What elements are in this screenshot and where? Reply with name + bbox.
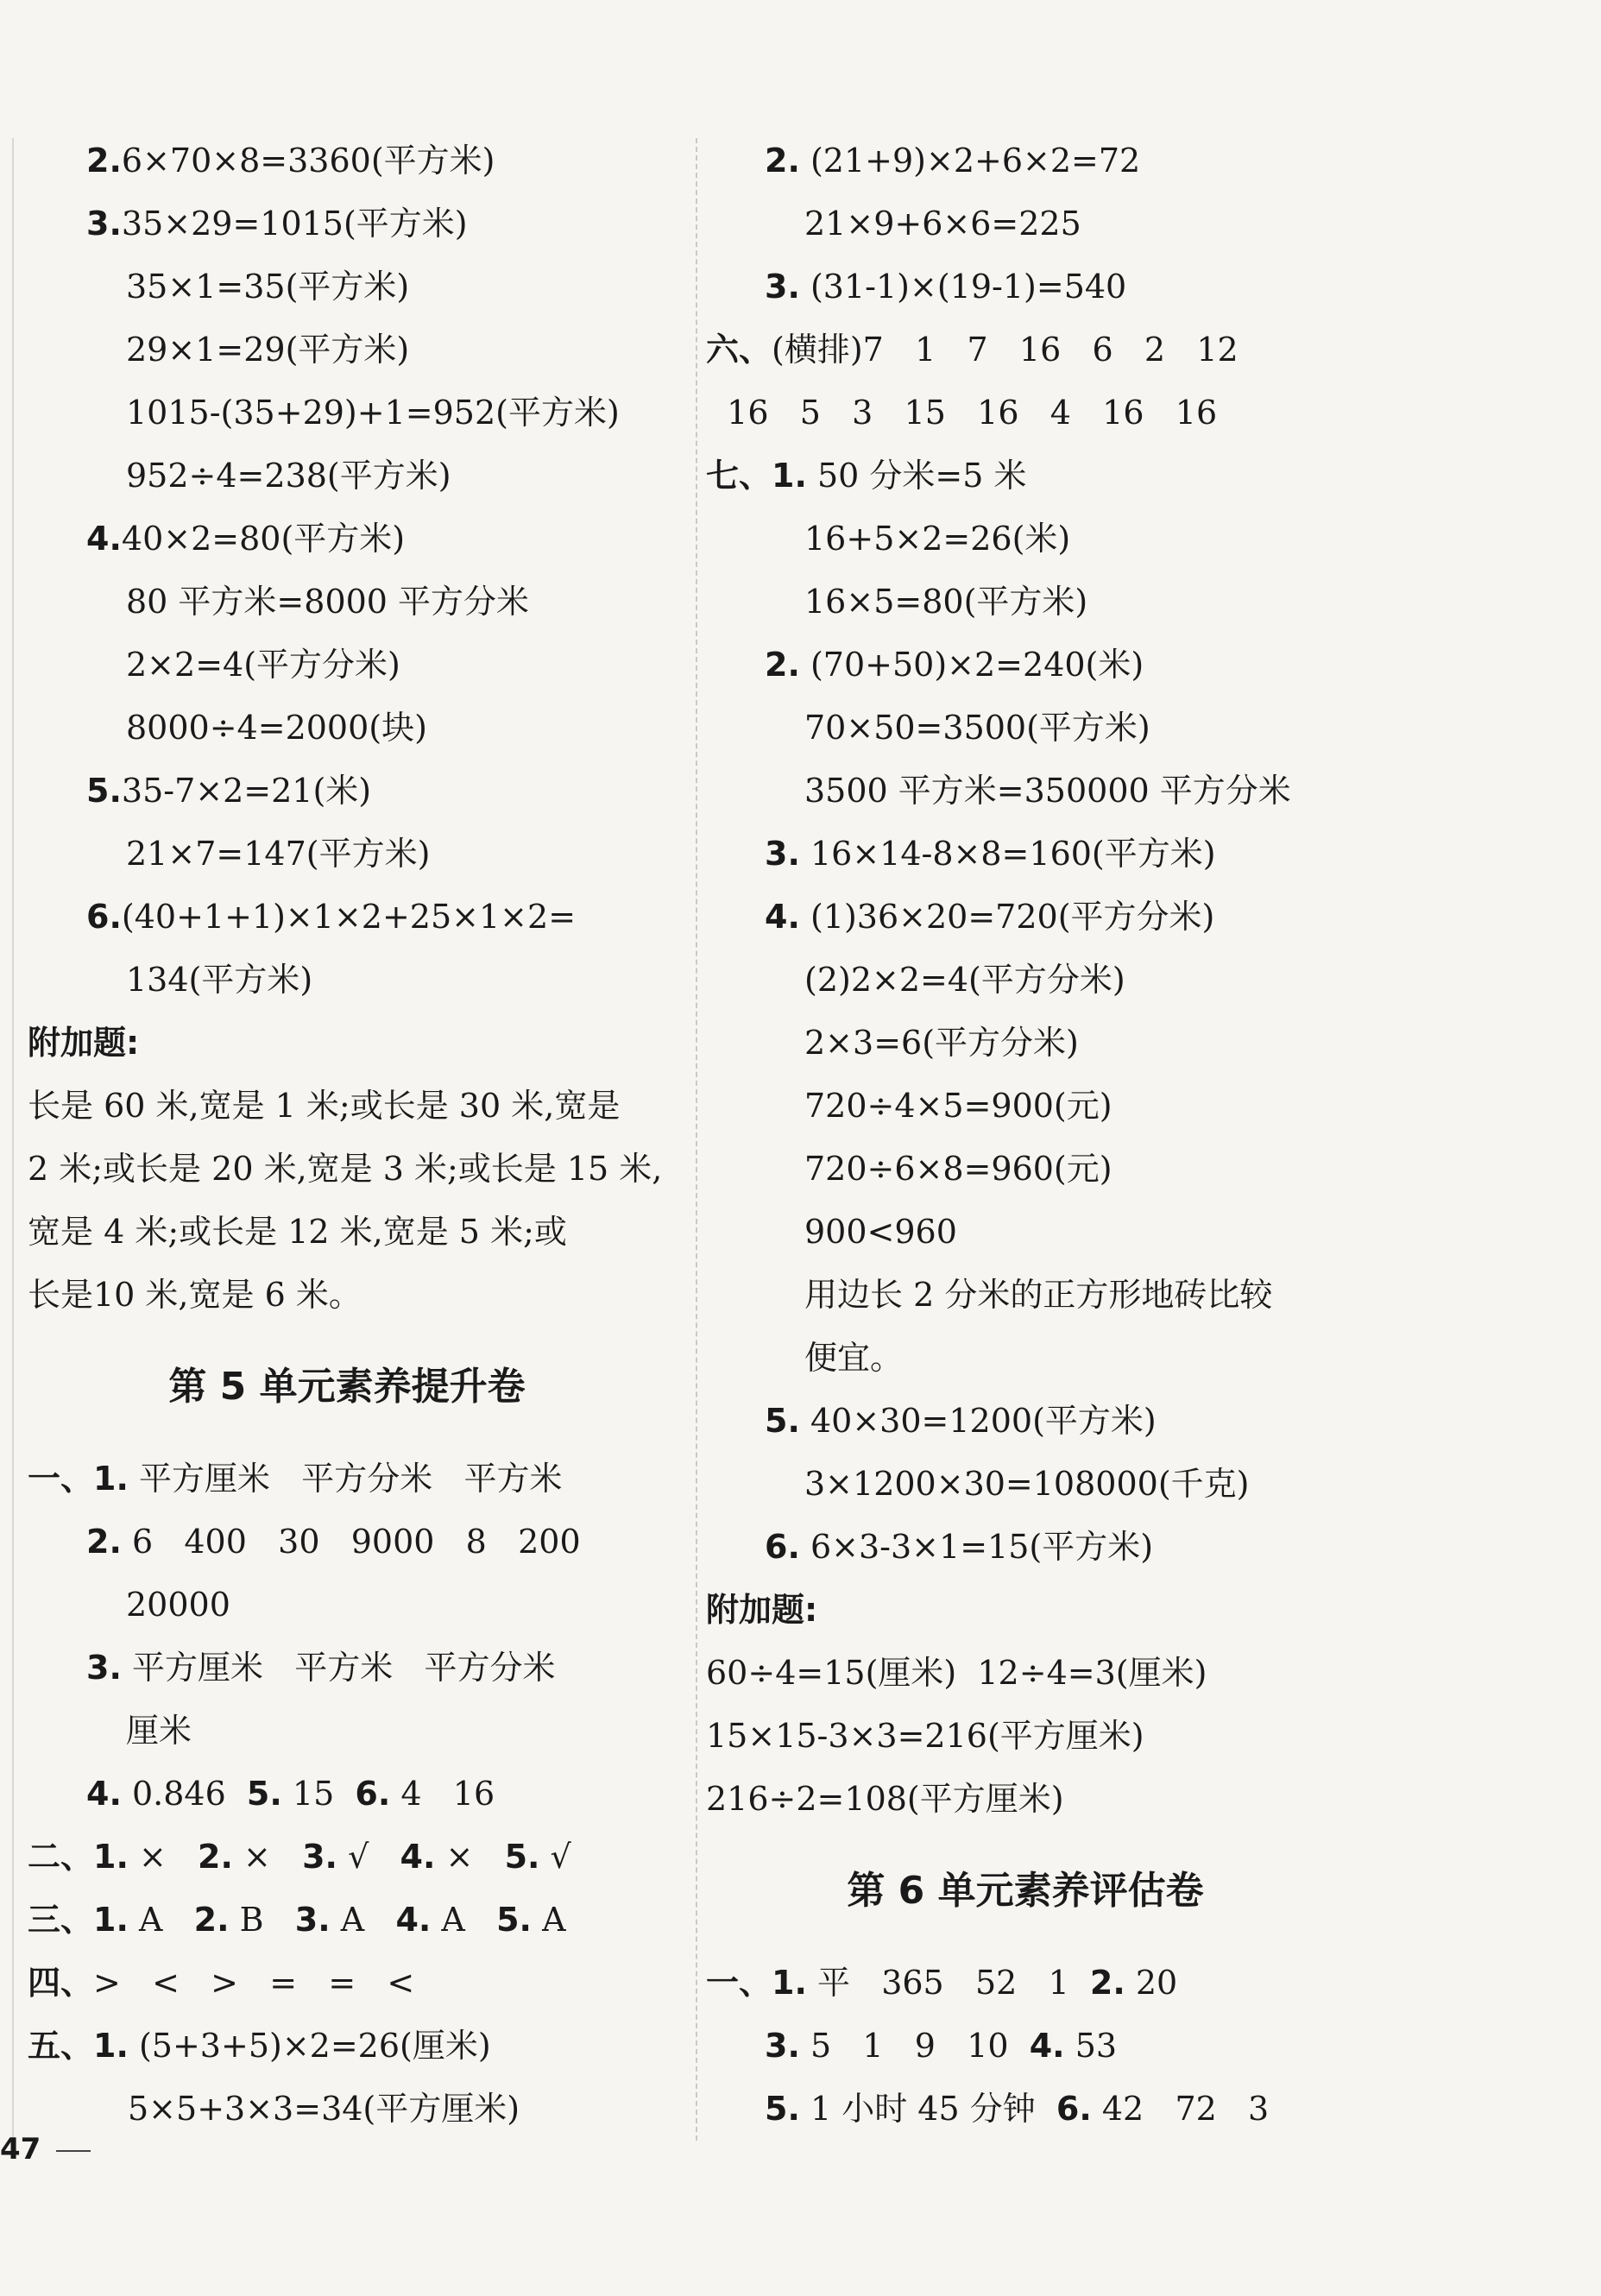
answer-text: 0.846 [121,1775,247,1813]
question-number: 4. [765,898,800,936]
answer-line [706,1138,1362,1201]
answer-text: 40×2=80(平方米) [121,520,406,558]
question-number: 3. [765,835,800,873]
answer-text: 80 平方米=8000 平方分米 [126,583,530,621]
answer-line [706,1642,1362,1705]
answer-line [706,255,1362,319]
answer-text: (2)2×2=4(平方分米) [804,961,1125,999]
answer-text: 15×15-3×3=216(平方厘米) [706,1717,1144,1755]
question-number: 5. [765,1402,800,1440]
answer-line [28,1637,684,1700]
answer-text: 134(平方米) [126,961,313,999]
answer-text: 16+5×2=26(米) [804,520,1071,558]
question-number: 一、1. [706,1964,807,2002]
answer-line [706,2078,1362,2141]
answer-text: 长是 60 米,宽是 1 米;或长是 30 米,宽是 [28,1087,621,1125]
answer-text: B [229,1901,295,1939]
question-number: 附加题: [28,1024,140,1062]
answer-line [28,1952,684,2015]
answer-text: (5+3+5)×2=26(厘米) [128,2027,491,2065]
answer-text: 2 米;或长是 20 米,宽是 3 米;或长是 15 米, [28,1150,663,1188]
answer-line [706,129,1362,192]
answer-line [28,1012,684,1075]
question-number: 4. [395,1901,432,1939]
answer-line [706,508,1362,571]
answer-text: 5 1 9 10 [799,2027,1030,2065]
answer-line [706,1453,1362,1516]
answer-line [706,1264,1362,1327]
answer-line [706,760,1362,823]
answer-text: 53 [1064,2027,1118,2065]
answer-text: 900<960 [804,1213,957,1251]
question-number: 四、 [28,1964,94,2002]
unit6-title: 第 6 单元素养评估卷 [847,1869,1204,1913]
answer-line [28,697,684,760]
answer-line [28,1889,684,1952]
answer-text: 16×5=80(平方米) [804,583,1088,621]
answer-line [706,571,1362,634]
answer-text: A [431,1901,497,1939]
question-number: 2. [765,646,800,684]
answer-text: (70+50)×2=240(米) [799,646,1144,684]
answer-line [28,823,684,886]
answer-line [706,1579,1362,1642]
answer-line [706,1012,1362,1075]
answer-line [28,886,684,949]
column-divider [696,138,697,2141]
answer-line [28,2015,684,2078]
answer-line [706,319,1362,382]
answer-line [28,1075,684,1138]
answer-text: × [435,1838,505,1876]
answer-line [706,634,1362,697]
answer-text: 720÷4×5=900(元) [804,1087,1113,1125]
answer-text: A [532,1901,566,1939]
answer-line [28,571,684,634]
answer-line [706,1516,1362,1579]
answer-line [28,445,684,508]
question-number: 3. [765,2027,800,2065]
answer-line [706,1952,1362,2015]
answer-line [28,508,684,571]
answer-line [28,255,684,319]
answer-text: 1015-(35+29)+1=952(平方米) [126,394,620,432]
answer-text: A [330,1901,396,1939]
question-number: 6. [1056,2090,1092,2128]
answer-text: 平方厘米 平方米 平方分米 [121,1649,556,1687]
answer-text: 29×1=29(平方米) [126,331,410,369]
question-number: 5. [504,1838,540,1876]
answer-text: √ [539,1838,571,1876]
question-number: 5. [246,1775,282,1813]
answer-text: 15 [281,1775,356,1813]
answer-line [706,949,1362,1012]
answer-line [28,1201,684,1264]
answer-text: 8000÷4=2000(块) [126,709,427,747]
answer-text: (横排)7 1 7 16 6 2 12 [772,331,1239,369]
answer-text: 2×2=4(平方分米) [126,646,400,684]
answer-text: 平方厘米 平方分米 平方米 [128,1460,563,1498]
answer-line [28,949,684,1012]
question-number: 5. [765,2090,800,2128]
answer-text: 2×3=6(平方分米) [804,1024,1079,1062]
answer-text: 50 分米=5 米 [806,457,1027,495]
answer-line [28,192,684,255]
question-number: 五、1. [28,2027,129,2065]
answer-text: × [232,1838,303,1876]
answer-text: 21×7=147(平方米) [126,835,431,873]
answer-text: (31-1)×(19-1)=540 [799,268,1127,306]
question-number: 2. [86,142,122,180]
question-number: 2. [765,142,800,180]
answer-text: 70×50=3500(平方米) [804,709,1150,747]
answer-text: A [128,1901,194,1939]
question-number: 2. [198,1838,233,1876]
answer-text: 20000 [126,1586,230,1624]
answer-text: 20 [1125,1964,1178,2002]
right-answers [706,129,1362,1831]
answer-line [28,2078,684,2141]
answer-line [706,2015,1362,2078]
answer-text: √ [337,1838,400,1876]
answer-line [28,1574,684,1637]
answer-line [706,886,1362,949]
answer-text: 6×3-3×1=15(平方米) [799,1528,1154,1566]
question-number: 一、1. [28,1460,129,1498]
answer-text: > < > = = < [93,1964,415,2002]
answer-line [706,1201,1362,1264]
answer-line [706,1075,1362,1138]
answer-line [706,1390,1362,1453]
answer-text: 1 小时 45 分钟 [799,2090,1056,2128]
answer-text: 3500 平方米=350000 平方分米 [804,772,1291,810]
question-number: 5. [496,1901,532,1939]
unit5-answers [28,1448,684,2141]
question-number: 2. [86,1523,122,1561]
answer-line [28,1763,684,1826]
answer-text: 720÷6×8=960(元) [804,1150,1113,1188]
question-number: 二、1. [28,1838,129,1876]
question-number: 2. [1089,1964,1125,2002]
answer-line [28,634,684,697]
answer-text: (21+9)×2+6×2=72 [799,142,1141,180]
question-number: 附加题: [706,1591,818,1629]
answer-text: 42 72 3 [1091,2090,1270,2128]
answer-text: 40×30=1200(平方米) [799,1402,1157,1440]
answer-text: 216÷2=108(平方厘米) [706,1780,1064,1818]
question-number: 六、 [706,331,772,369]
answer-line [28,1511,684,1574]
answer-line [706,1768,1362,1831]
page-edge-line [12,138,14,2141]
page-footer [0,2132,91,2167]
unit6-answers [706,1952,1362,2141]
answer-text: 6×70×8=3360(平方米) [121,142,495,180]
answer-line [28,129,684,192]
unit5-title: 第 5 单元素养提升卷 [168,1365,526,1409]
question-number: 4. [1029,2027,1065,2065]
question-number: 4. [86,1775,122,1813]
answer-line [28,382,684,445]
answer-text: 35×29=1015(平方米) [121,205,468,243]
answer-line [706,823,1362,886]
left-column [28,129,684,2141]
answer-line [28,319,684,382]
answer-line [706,697,1362,760]
answer-line [28,1138,684,1201]
answer-text: 35×1=35(平方米) [126,268,410,306]
answer-text: 平 365 52 1 [806,1964,1090,2002]
answer-line [28,1826,684,1889]
answer-text: 5×5+3×3=34(平方厘米) [128,2090,520,2128]
right-column [706,129,1362,2141]
answer-text: × [128,1838,199,1876]
answer-text: 便宜。 [804,1339,904,1377]
answer-line [28,1700,684,1763]
question-number: 6. [765,1528,800,1566]
answer-text: 6 400 30 9000 8 200 [121,1523,581,1561]
question-number: 4. [400,1838,436,1876]
answer-text: 60÷4=15(厘米) 12÷4=3(厘米) [706,1654,1207,1692]
answer-line [28,1264,684,1327]
question-number: 3. [86,1649,122,1687]
question-number: 5. [86,772,122,810]
question-number: 七、1. [706,457,807,495]
answer-line [706,192,1362,255]
question-number: 6. [86,898,122,936]
answer-line [706,445,1362,508]
answer-text: 用边长 2 分米的正方形地砖比较 [804,1276,1273,1314]
answer-line [28,760,684,823]
answer-line [28,1448,684,1511]
left-answers [28,129,684,1327]
answer-text: 16 5 3 15 16 4 16 16 [706,394,1218,432]
answer-line [706,1705,1362,1768]
answer-text: 宽是 4 米;或长是 12 米,宽是 5 米;或 [28,1213,567,1251]
answer-text: 长是10 米,宽是 6 米。 [28,1276,362,1314]
question-number: 6. [355,1775,391,1813]
answer-text: 21×9+6×6=225 [804,205,1081,243]
answer-text: 厘米 [126,1712,192,1750]
footer-dash [56,2150,91,2152]
answer-text: (1)36×20=720(平方分米) [799,898,1215,936]
question-number: 2. [193,1901,230,1939]
question-number: 3. [294,1901,331,1939]
answer-line [706,382,1362,445]
question-number: 3. [765,268,800,306]
answer-text: 952÷4=238(平方米) [126,457,451,495]
answer-text: 4 16 [390,1775,495,1813]
question-number: 4. [86,520,122,558]
question-number: 三、1. [28,1901,129,1939]
answer-text: (40+1+1)×1×2+25×1×2= [121,898,577,936]
answer-text: 3×1200×30=108000(千克) [804,1465,1250,1503]
answer-line [706,1327,1362,1390]
page-number: 47 [0,2132,41,2167]
question-number: 3. [302,1838,337,1876]
answer-text: 16×14-8×8=160(平方米) [799,835,1216,873]
answer-text: 35-7×2=21(米) [121,772,372,810]
question-number: 3. [86,205,122,243]
